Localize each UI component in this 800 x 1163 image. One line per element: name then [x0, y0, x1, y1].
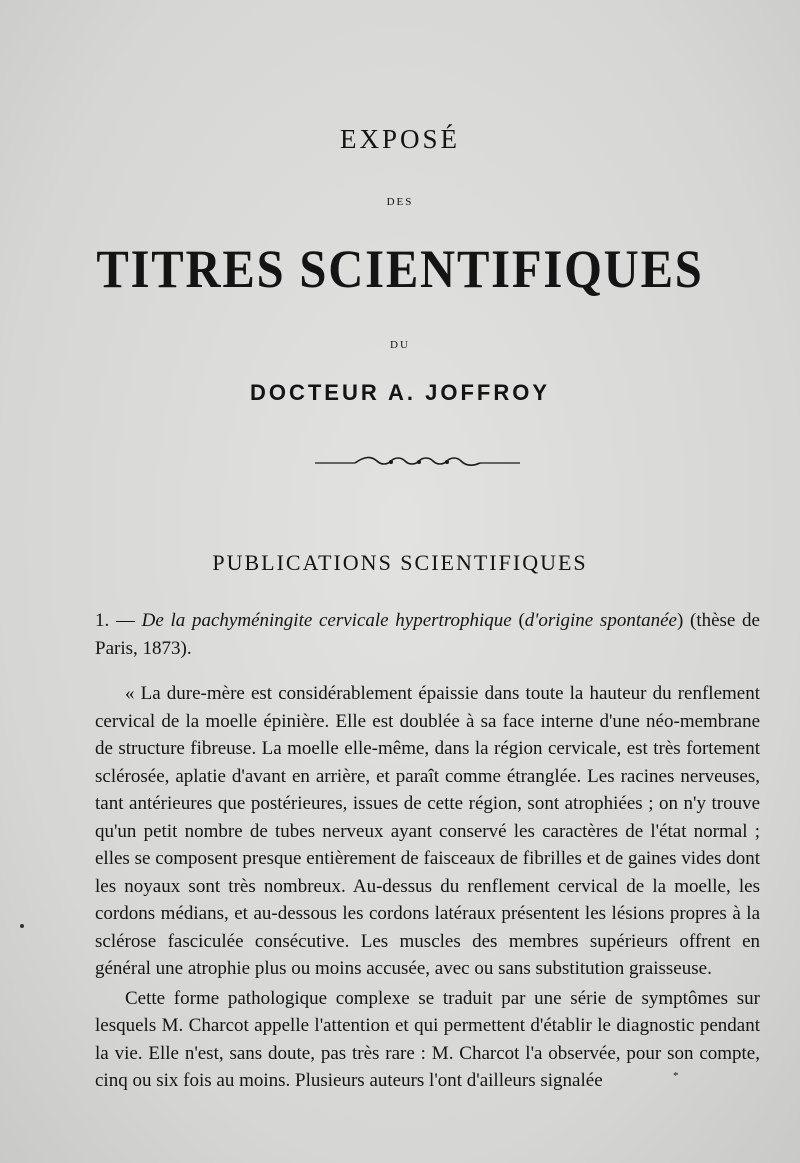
title-expose: EXPOSÉ — [339, 124, 460, 154]
item-paren-open: ( — [518, 610, 525, 631]
page-title: TITRES SCIENTIFIQUES — [96, 239, 704, 299]
title-des: DES — [386, 196, 414, 208]
section-heading: PUBLICATIONS SCIENTIFIQUES — [212, 550, 588, 575]
title-du: DU — [390, 339, 410, 351]
ornament-divider — [315, 452, 520, 472]
margin-speck — [20, 924, 24, 928]
footer-asterisk: * — [673, 1070, 679, 1082]
item-citation: ) (thèse de Paris, 1873). — [95, 610, 760, 659]
item-title: De la pachyméningite cervicale hypertrophique — [141, 610, 512, 631]
show-through-texture — [100, 140, 790, 248]
quote-paragraph-1: « La dure-mère est considérablement épaissie dans toute la hauteur du renflement cervical de la moelle épinière. Elle est doublée à sa face interne d'une néo-membrane de structure fibreuse. La moelle elle-même, dans la région cervicale, est très fortement sclérosée, aplatie d'avant en arrière, et paraît comme étranglée. Les racines nerveuses, tant antérieures que postérieures, issues de cette région, sont atrophiées ; on n'y trouve qu'un petit nombre de tubes nerveux ayant conservé les caractères de l'état normal ; elles se composent presque entièrement de faisceaux de fibrilles et de gaines vides dont les noyaux sont très nombreux. Au-dessus du renflement cervical de la moelle, les cordons médians, et au-dessous les cordons latéraux présentent les lésions propres à la sclérose fasciculée consécutive. Les muscles des membres supérieurs offrent en général une atrophie plus ou moins accusée, avec ou sans substitution graisseuse. — [95, 683, 760, 979]
item-number: 1. — — [95, 610, 135, 631]
publication-item-1 — [95, 607, 760, 663]
quote-paragraph-2: Cette forme pathologique complexe se traduit par une série de symptômes sur lesquels M. Charcot appelle l'attention et qui permettent d'établir le diagnostic pendant la vie. Elle n'est, sans doute, pas très rare : M. Charcot l'a observée, pour son compte, cinq ou six fois au moins. Plusieurs auteurs l'ont d'ailleurs signalée — [95, 987, 760, 1091]
item-origin: d'origine spontanée — [524, 610, 677, 631]
author-name: DOCTEUR A. JOFFROY — [249, 380, 551, 405]
quote-block — [95, 680, 760, 1095]
